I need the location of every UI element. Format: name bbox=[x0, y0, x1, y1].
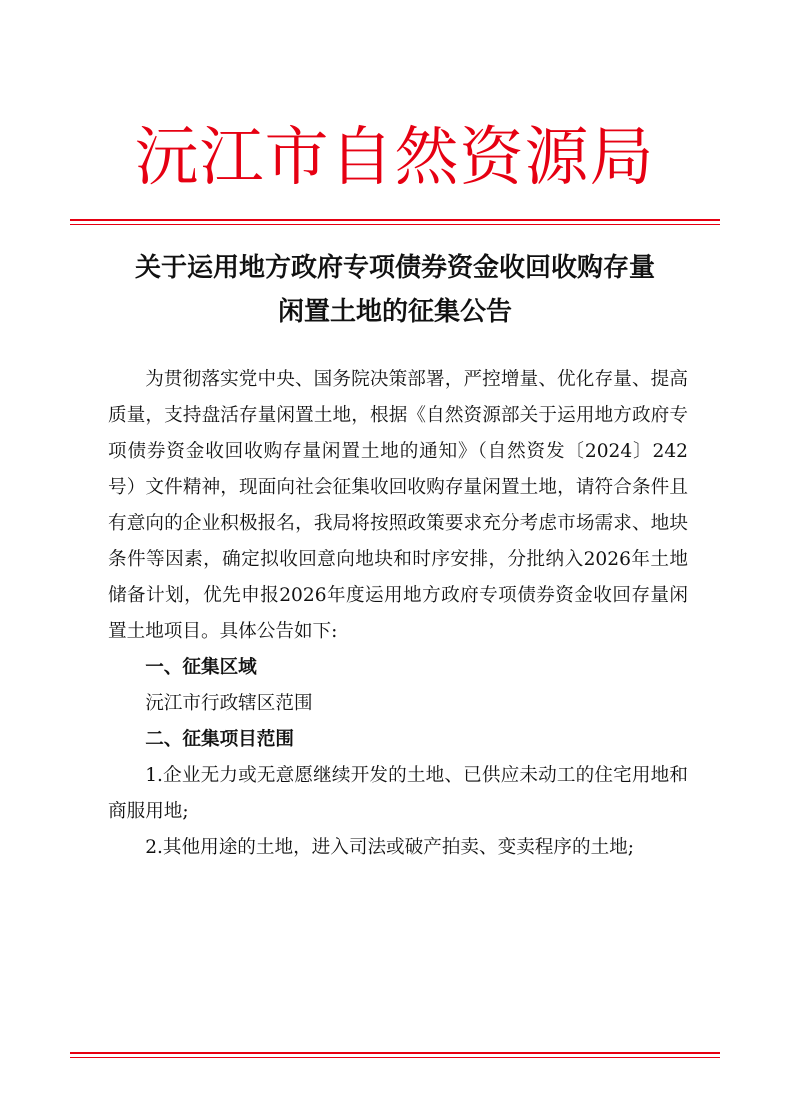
letterhead-title: 沅江市自然资源局 bbox=[134, 121, 655, 195]
intro-paragraph: 为贯彻落实党中央、国务院决策部署，严控增量、优化存量、提高质量，支持盘活存量闲置土地，根据《自然资源部关于运用地方政府专项债券资金收回收购存量闲置土地的通知》（自然资发〔2024〕242号）文件精神，现面向社会征集收回收购存量闲置土地，请符合条件且有意向的企业积极报名，我局将按照政策要求充分考虑市场需求、地块条件等因素，确定拟收回意向地块和时序安排，分批纳入2026年土地储备计划，优先申报2026年度运用地方政府专项债券资金收回存量闲置土地项目。具体公告如下: bbox=[108, 369, 688, 642]
footer-rule-thick-line bbox=[70, 1052, 720, 1054]
section-2-heading: 二、征集项目范围 bbox=[145, 729, 294, 750]
letterhead-top-rule bbox=[70, 219, 720, 225]
document-title-line-2: 闲置土地的征集公告 bbox=[277, 297, 512, 327]
top-rule-thick-line bbox=[70, 219, 720, 221]
section-2-item-2: 2.其他用途的土地，进入司法或破产拍卖、变卖程序的土地; bbox=[145, 837, 635, 858]
footer-rule-thin-line bbox=[70, 1057, 720, 1058]
top-rule-thin-line bbox=[70, 224, 720, 225]
section-1-heading: 一、征集区域 bbox=[145, 657, 257, 678]
document-title-line-1: 关于运用地方政府专项债券资金收回收购存量 bbox=[134, 253, 655, 283]
footer-rule bbox=[70, 1052, 720, 1058]
document-body bbox=[108, 362, 688, 866]
section-1-text: 沅江市行政辖区范围 bbox=[145, 693, 313, 714]
document-title bbox=[90, 246, 700, 334]
section-2-item-1: 1.企业无力或无意愿继续开发的土地、已供应未动工的住宅用地和商服用地; bbox=[108, 765, 688, 822]
